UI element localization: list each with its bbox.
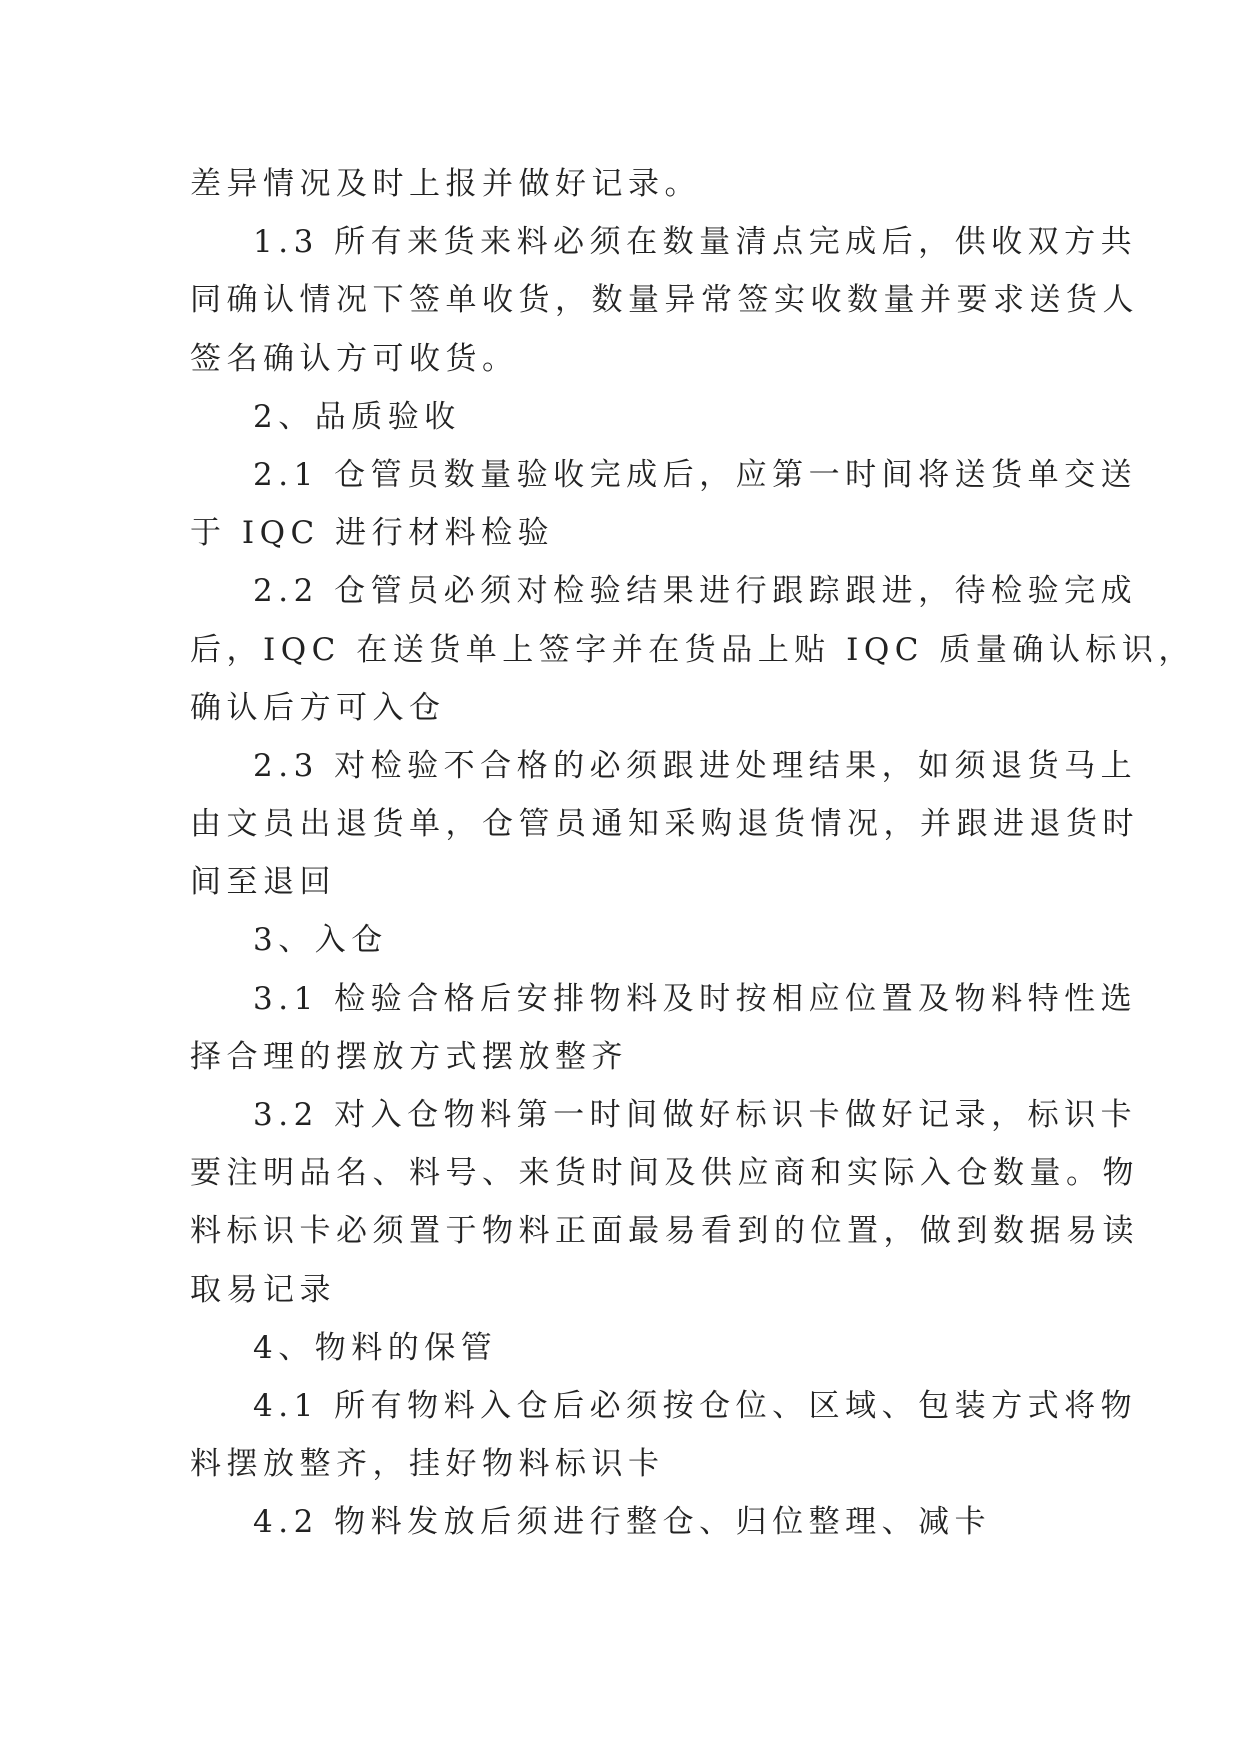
text-line: 2.3 对检验不合格的必须跟进处理结果，如须退货马上 <box>253 747 1138 784</box>
text-line: 2.1 仓管员数量验收完成后，应第一时间将送货单交送 <box>253 456 1138 493</box>
section-heading: 4、物料的保管 <box>253 1329 498 1366</box>
text-line: 由文员出退货单，仓管员通知采购退货情况，并跟进退货时 <box>190 806 1139 843</box>
document-page <box>190 155 1195 1552</box>
text-line: 3.1 检验合格后安排物料及时按相应位置及物料特性选 <box>253 980 1138 1017</box>
text-line: 后，IQC 在送货单上签字并在货品上贴 IQC 质量确认标识， <box>190 631 1195 668</box>
text-line: 1.3 所有来货来料必须在数量清点完成后，供收双方共 <box>253 224 1138 261</box>
section-heading: 2、品质验收 <box>253 398 461 435</box>
text-line: 择合理的摆放方式摆放整齐 <box>190 1038 628 1075</box>
text-line: 料摆放整齐，挂好物料标识卡 <box>190 1446 665 1483</box>
text-line: 于 IQC 进行材料检验 <box>190 515 555 552</box>
text-line: 2.2 仓管员必须对检验结果进行跟踪跟进，待检验完成 <box>253 573 1138 610</box>
text-line: 要注明品名、料号、来货时间及供应商和实际入仓数量。物 <box>190 1155 1139 1192</box>
text-line: 间至退回 <box>190 864 336 901</box>
text-line: 4.1 所有物料入仓后必须按仓位、区域、包装方式将物 <box>253 1387 1138 1424</box>
text-line: 差异情况及时上报并做好记录。 <box>190 166 701 202</box>
text-line: 签名确认方可收货。 <box>190 340 519 377</box>
text-line: 料标识卡必须置于物料正面最易看到的位置，做到数据易读 <box>190 1213 1139 1250</box>
section-heading: 3、入仓 <box>253 922 388 959</box>
text-line: 确认后方可入仓 <box>190 689 446 726</box>
text-line: 3.2 对入仓物料第一时间做好标识卡做好记录，标识卡 <box>253 1097 1138 1133</box>
text-line: 4.2 物料发放后须进行整仓、归位整理、减卡 <box>253 1504 992 1541</box>
text-line: 取易记录 <box>190 1271 336 1308</box>
text-line: 同确认情况下签单收货，数量异常签实收数量并要求送货人 <box>190 282 1139 319</box>
